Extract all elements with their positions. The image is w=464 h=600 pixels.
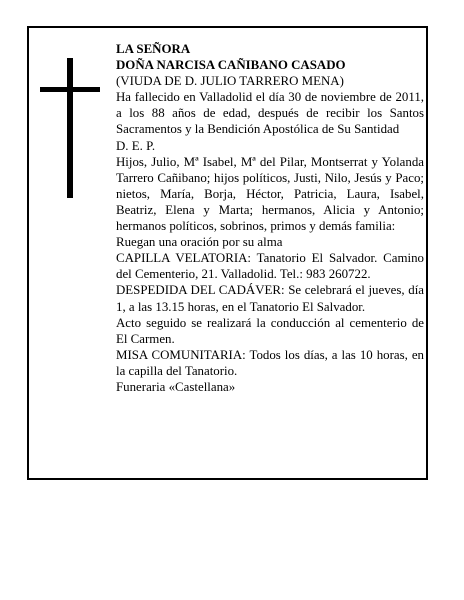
dep-text: D. E. P.	[116, 138, 156, 153]
cross-icon	[40, 58, 100, 198]
widow-of: (VIUDA DE D. JULIO TARRERO MENA)	[116, 74, 344, 89]
prayer-request: Ruegan una oración por su alma	[116, 235, 283, 250]
funeral-home: Funeraria «Castellana»	[116, 379, 236, 394]
cross-vertical-bar	[67, 58, 73, 198]
farewell-info: DESPEDIDA DEL CADÁVER: Se celebrará el jueves, día 1, a las 13.15 horas, en el Tanatorio El Salvador.	[116, 283, 424, 314]
cross-horizontal-bar	[40, 87, 100, 92]
death-notice: Ha fallecido en Valladolid el día 30 de noviembre de 2011, a los 88 años de edad, después de recibir los Santos Sacramentos y la Bendición Apostólica de Su Santidad	[116, 90, 424, 137]
obituary-notice	[27, 26, 428, 480]
deceased-name: DOÑA NARCISA CAÑIBANO CASADO	[116, 58, 346, 73]
family-list: Hijos, Julio, Mª Isabel, Mª del Pilar, Montserrat y Yolanda Tarrero Cañibano; hijos políticos, Justi, Nilo, Jesús y Paco; nietos, María, Borja, Héctor, Patricia, Laura, Isabel, Beatriz, Elena y Marta; hermanos, Alicia y Antonio; hermanos políticos, sobrinos, primos y demás familia:	[116, 154, 424, 234]
chapel-info: CAPILLA VELATORIA: Tanatorio El Salvador. Camino del Cementerio, 21. Valladolid. Tel.: 983 260722.	[116, 251, 424, 282]
notice-title: LA SEÑORA	[116, 42, 191, 56]
mass-info: MISA COMUNITARIA: Todos los días, a las 10 horas, en la capilla del Tanatorio.	[116, 347, 424, 378]
procession-info: Acto seguido se realizará la conducción al cementerio de El Carmen.	[116, 315, 424, 346]
notice-text	[116, 41, 424, 395]
